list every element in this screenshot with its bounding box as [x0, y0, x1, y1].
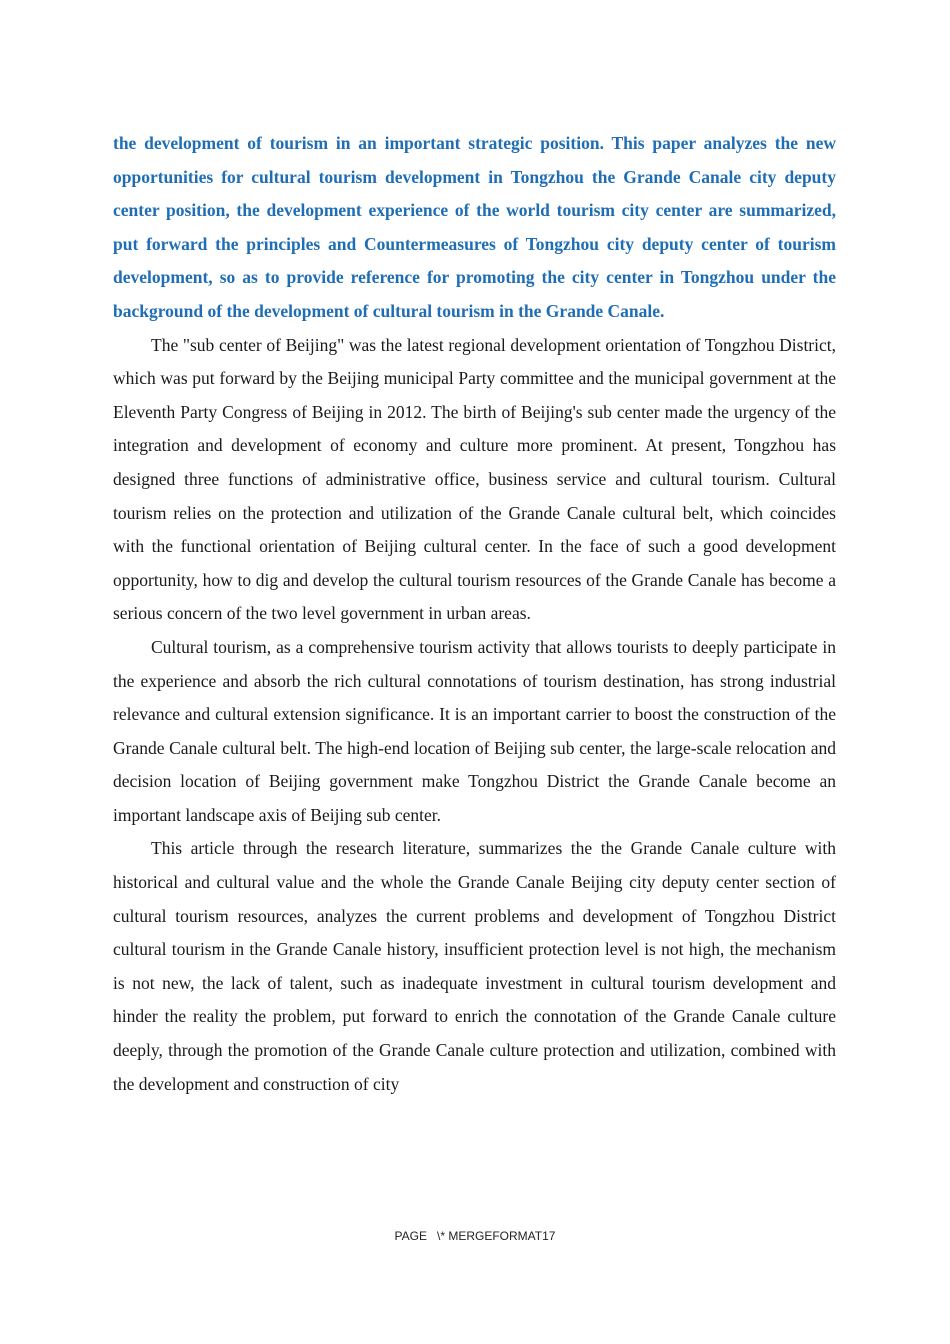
document-body [113, 127, 836, 1101]
paragraph-sub-center: The "sub center of Beijing" was the latest regional development orientation of Tongzhou District, which was put forward by the Beijing municipal Party committee and the municipal government at the Eleventh Party Congress of Beijing in 2012. The birth of Beijing's sub center made the urgency of the integration and development of economy and culture more prominent. At present, Tongzhou has designed three functions of administrative office, business service and cultural tourism. Cultural tourism relies on the protection and utilization of the Grande Canale cultural belt, which coincides with the functional orientation of Beijing cultural center. In the face of such a good development opportunity, how to dig and develop the cultural tourism resources of the Grande Canale has become a serious concern of the two level government in urban areas. [113, 334, 836, 624]
page-footer: PAGE \* MERGEFORMAT17 [394, 1229, 556, 1243]
paragraph-cultural-tourism: Cultural tourism, as a comprehensive tourism activity that allows tourists to deeply participate in the experience and absorb the rich cultural connotations of tourism destination, has strong industrial relevance and cultural extension significance. It is an important carrier to boost the construction of the Grande Canale cultural belt. The high-end location of Beijing sub center, the large-scale relocation and decision location of Beijing government make Tongzhou District the Grande Canale become an important landscape axis of Beijing sub center. [113, 636, 836, 825]
abstract-continuation: the development of tourism in an important strategic position. This paper analyzes the new opportunities for cultural tourism development in Tongzhou the Grande Canale city deputy center position, the development experience of the world tourism city center are summarized, put forward the principles and Countermeasures of Tongzhou city deputy center of tourism development, so as to provide reference for promoting the city center in Tongzhou under the background of the development of cultural tourism in the Grande Canale. [113, 133, 836, 321]
paragraph-research-summary: This article through the research literature, summarizes the the Grande Canale culture with historical and cultural value and the whole the Grande Canale Beijing city deputy center section of cultural tourism resources, analyzes the current problems and development of Tongzhou District cultural tourism in the Grande Canale history, insufficient protection level is not high, the mechanism is not new, the lack of talent, such as inadequate investment in cultural tourism development and hinder the reality the problem, put forward to enrich the connotation of the Grande Canale culture deeply, through the promotion of the Grande Canale culture protection and utilization, combined with the development and construction of city [113, 838, 836, 1094]
